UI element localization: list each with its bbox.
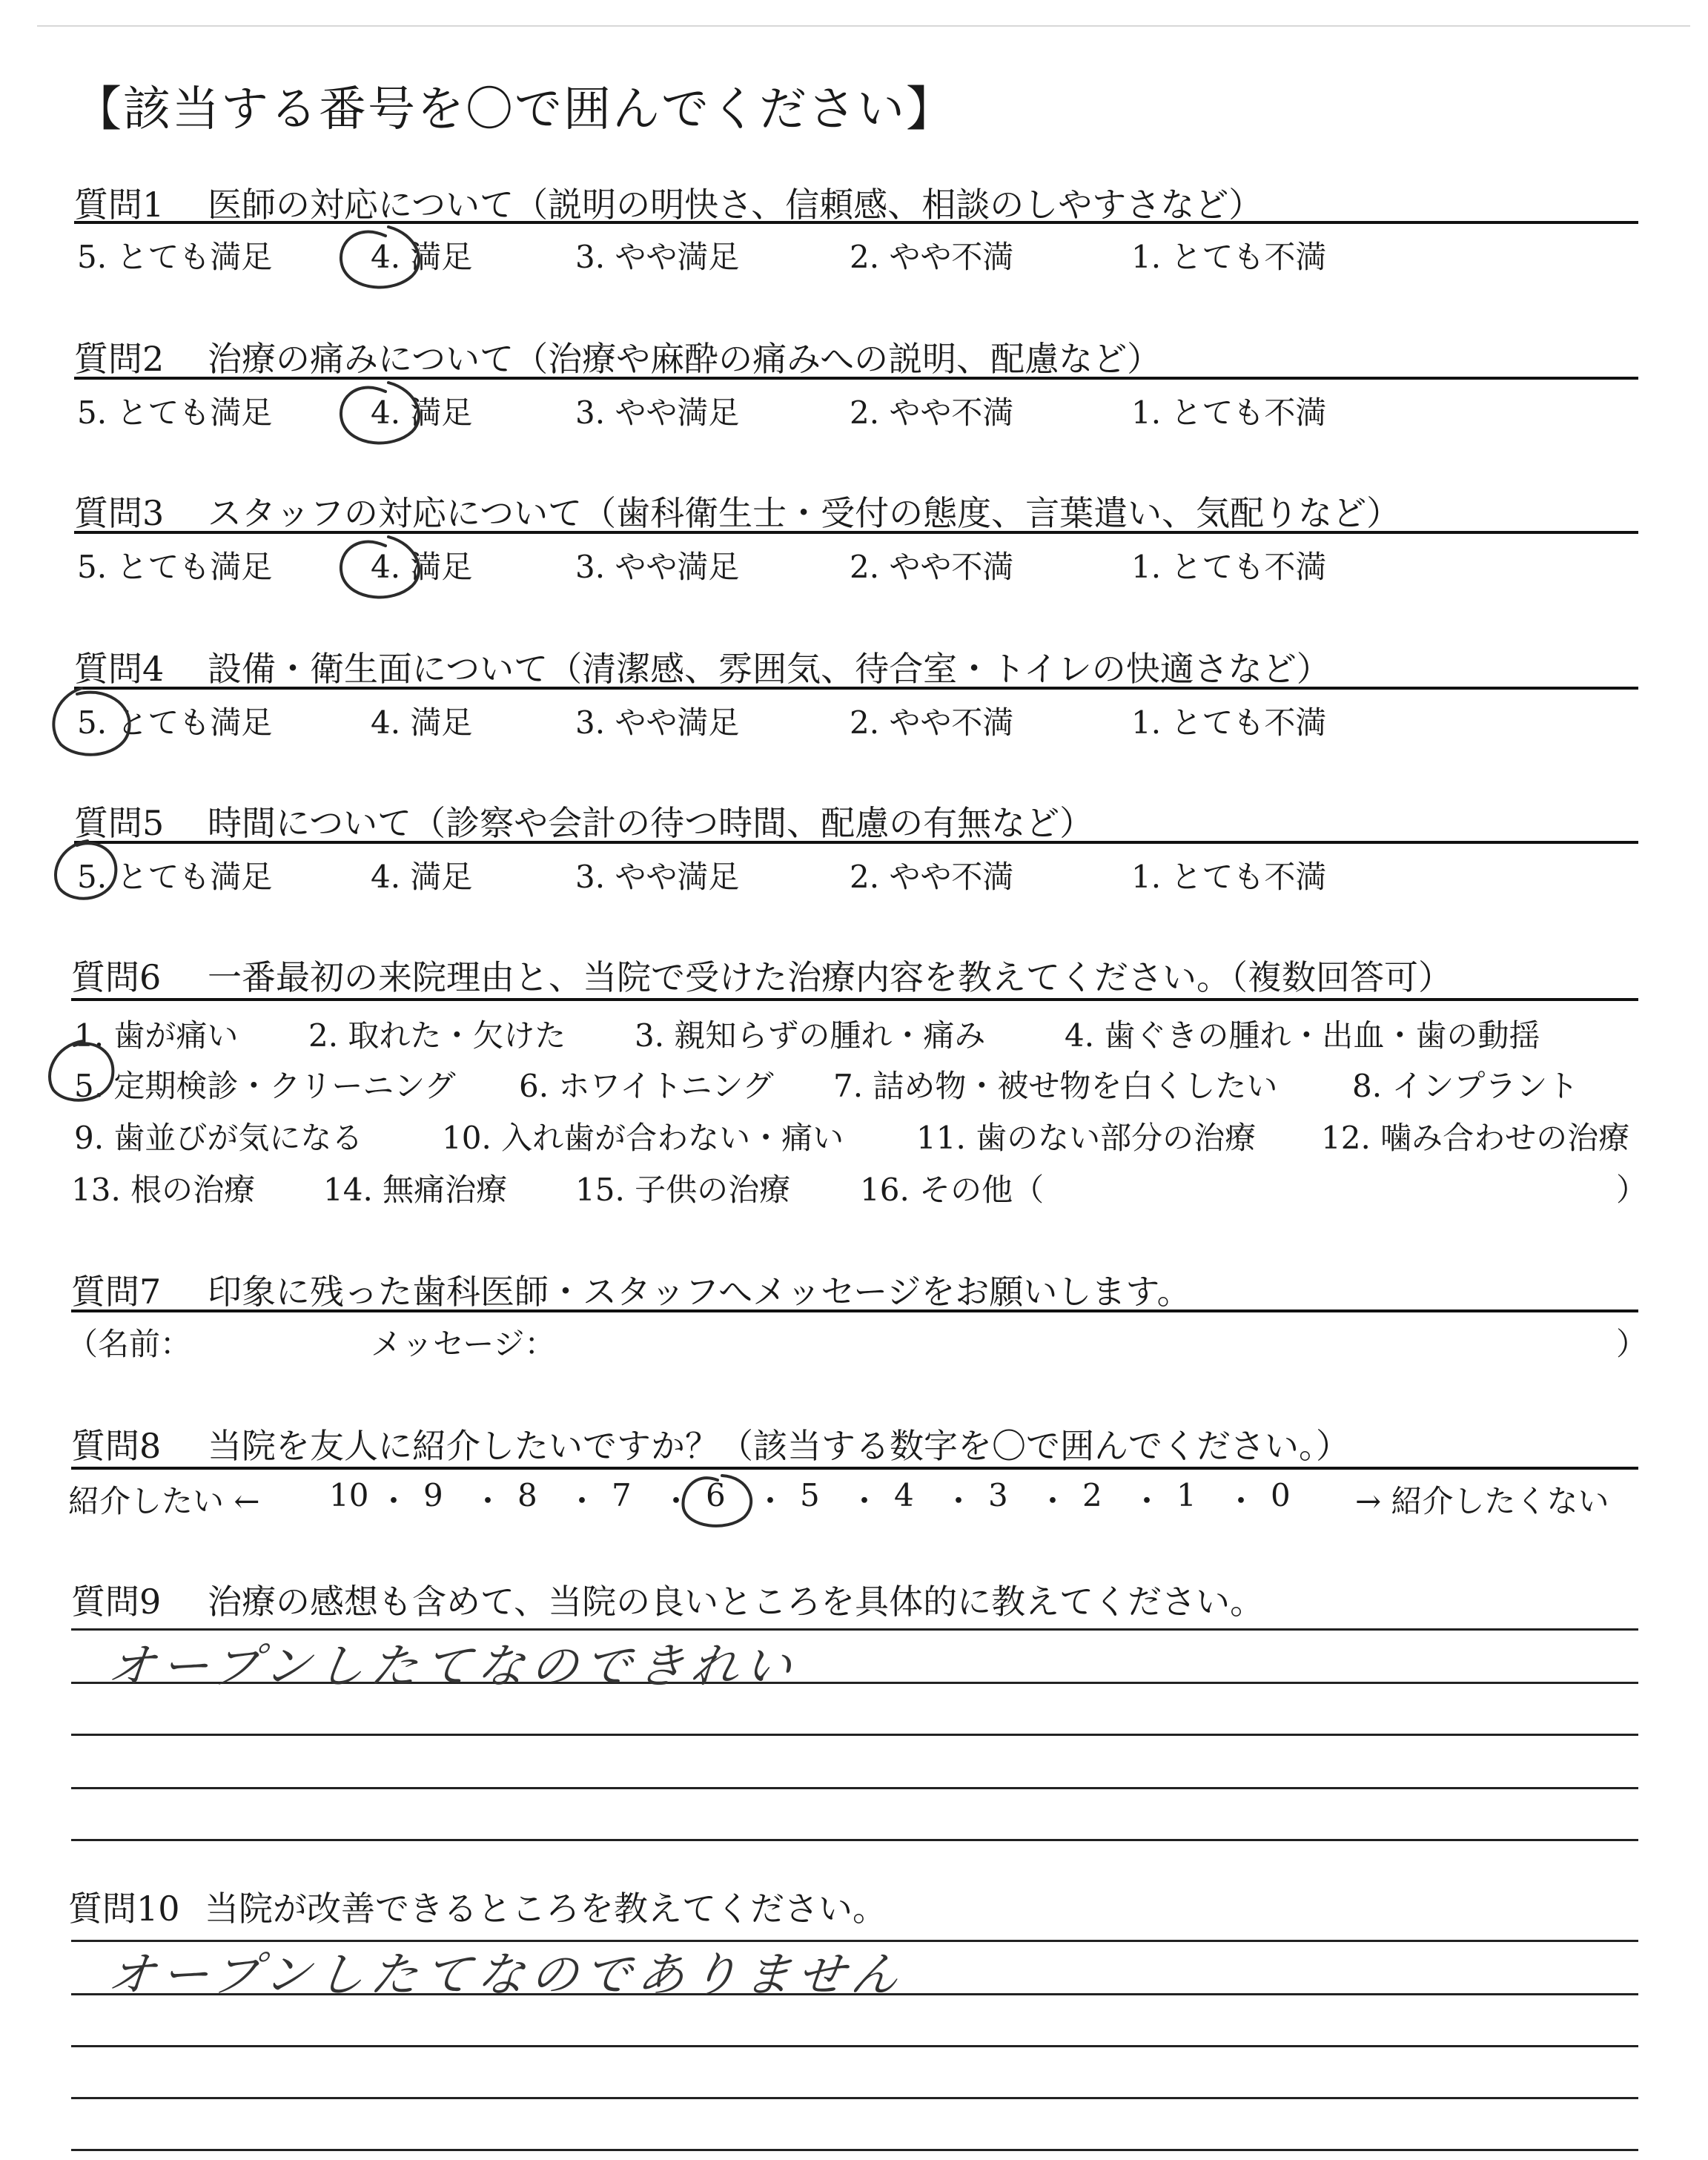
q4-option-3[interactable]: 3. やや満足 — [575, 704, 740, 741]
q8-scale-separator: ・ — [472, 1483, 504, 1519]
q8-scale-6[interactable]: 6 — [706, 1477, 726, 1513]
q4-option-2[interactable]: 2. やや不満 — [850, 704, 1014, 741]
instruction-heading: 【該当する番号を〇で囲んでください】 — [74, 82, 955, 137]
q6-option-5[interactable]: 5. 定期検診・クリーニング — [74, 1068, 456, 1104]
q9-line-5 — [71, 1839, 1638, 1841]
q8-scale-separator: ・ — [755, 1483, 787, 1519]
q6-option-14[interactable]: 14. 無痛治療 — [323, 1172, 508, 1208]
q6-option-4[interactable]: 4. 歯ぐきの腫れ・出血・歯の動揺 — [1065, 1017, 1540, 1054]
q3-option-5[interactable]: 5. とても満足 — [77, 549, 273, 585]
q4-option-4[interactable]: 4. 満足 — [371, 704, 473, 741]
q7-close-paren: ） — [1616, 1326, 1648, 1362]
q8-scale-separator: ・ — [378, 1483, 410, 1519]
q10-label: 質問10 — [68, 1889, 180, 1929]
q5-option-2[interactable]: 2. やや不満 — [850, 859, 1014, 895]
q9-label: 質問9 — [71, 1582, 162, 1622]
q2-label: 質問2 — [74, 339, 165, 379]
q5-label: 質問5 — [74, 803, 165, 843]
q2-option-1[interactable]: 1. とても不満 — [1131, 394, 1327, 431]
q8-left-label: 紹介したい ← — [68, 1483, 260, 1519]
q1-text: 医師の対応について（説明の明快さ、信頼感、相談のしやすさなど） — [208, 185, 1263, 225]
q2-option-4[interactable]: 4. 満足 — [371, 394, 473, 431]
q1-option-3[interactable]: 3. やや満足 — [575, 239, 740, 275]
q1-option-5[interactable]: 5. とても満足 — [77, 239, 273, 275]
q6-option-15[interactable]: 15. 子供の治療 — [575, 1172, 791, 1208]
q8-scale-3[interactable]: 3 — [988, 1477, 1008, 1513]
q7-message-field[interactable]: メッセージ： — [371, 1326, 556, 1362]
q1-option-1[interactable]: 1. とても不満 — [1131, 239, 1327, 275]
q8-scale-2[interactable]: 2 — [1082, 1477, 1102, 1513]
q2-text: 治療の痛みについて（治療や麻酔の痛みへの説明、配慮など） — [208, 339, 1162, 379]
q6-option-11[interactable]: 11. 歯のない部分の治療 — [916, 1120, 1257, 1156]
q6-option-13[interactable]: 13. 根の治療 — [71, 1172, 256, 1208]
q7-label: 質問7 — [71, 1272, 162, 1312]
q8-underline — [71, 1467, 1638, 1470]
q8-scale-7[interactable]: 7 — [612, 1477, 632, 1513]
q9-handwritten-answer[interactable]: オープンしたてなのできれい — [105, 1639, 801, 1694]
q1-label: 質問1 — [74, 185, 165, 225]
q3-option-3[interactable]: 3. やや満足 — [575, 549, 740, 585]
q6-option-10[interactable]: 10. 入れ歯が合わない・痛い — [442, 1120, 844, 1156]
q3-text: スタッフの対応について（歯科衛生士・受付の態度、言葉遣い、気配りなど） — [208, 493, 1401, 533]
q3-label: 質問3 — [74, 493, 165, 533]
q8-scale-separator: ・ — [943, 1483, 975, 1519]
q6-text: 一番最初の来院理由と、当院で受けた治療内容を教えてください。（複数回答可） — [208, 957, 1452, 997]
q9-line-3 — [71, 1734, 1638, 1736]
q8-scale-10[interactable]: 10 — [329, 1477, 369, 1513]
q6-option-6[interactable]: 6. ホワイトニング — [519, 1068, 774, 1104]
q3-option-4[interactable]: 4. 満足 — [371, 549, 473, 585]
q2-option-3[interactable]: 3. やや満足 — [575, 394, 740, 431]
q6-option-3[interactable]: 3. 親知らずの腫れ・痛み — [635, 1017, 986, 1054]
q6-option-9[interactable]: 9. 歯並びが気になる — [74, 1120, 363, 1156]
q6-option-8[interactable]: 8. インプラント — [1352, 1068, 1579, 1104]
q3-option-2[interactable]: 2. やや不満 — [850, 549, 1014, 585]
q5-option-3[interactable]: 3. やや満足 — [575, 859, 740, 895]
q3-underline — [74, 531, 1638, 534]
q5-option-5[interactable]: 5. とても満足 — [77, 859, 273, 895]
q6-other-close-paren: ） — [1616, 1172, 1648, 1208]
q8-scale-separator: ・ — [1037, 1483, 1069, 1519]
q10-line-3 — [71, 2045, 1638, 2047]
q4-option-5[interactable]: 5. とても満足 — [77, 704, 273, 741]
q1-option-4[interactable]: 4. 満足 — [371, 239, 473, 275]
q10-line-5 — [71, 2149, 1638, 2151]
q1-underline — [74, 221, 1638, 224]
q8-scale-0[interactable]: 0 — [1271, 1477, 1291, 1513]
q6-underline — [71, 998, 1638, 1001]
q6-label: 質問6 — [71, 957, 162, 997]
q9-text: 治療の感想も含めて、当院の良いところを具体的に教えてください。 — [208, 1582, 1265, 1622]
q6-option-1[interactable]: 1. 歯が痛い — [74, 1017, 239, 1054]
q7-text: 印象に残った歯科医師・スタッフへメッセージをお願いします。 — [208, 1272, 1191, 1312]
q6-option-16[interactable]: 16. その他（ — [860, 1172, 1045, 1208]
top-edge-line — [37, 25, 1690, 27]
q5-option-1[interactable]: 1. とても不満 — [1131, 859, 1327, 895]
q7-underline — [71, 1309, 1638, 1312]
q4-label: 質問4 — [74, 649, 165, 689]
q5-text: 時間について（診察や会計の待つ時間、配慮の有無など） — [208, 803, 1094, 843]
q2-option-2[interactable]: 2. やや不満 — [850, 394, 1014, 431]
q1-option-2[interactable]: 2. やや不満 — [850, 239, 1014, 275]
q8-right-label: → 紹介したくない — [1355, 1483, 1609, 1519]
q9-line-4 — [71, 1787, 1638, 1789]
q8-scale-separator: ・ — [1131, 1483, 1163, 1519]
q6-option-2[interactable]: 2. 取れた・欠けた — [308, 1017, 566, 1054]
q4-text: 設備・衛生面について（清潔感、雰囲気、待合室・トイレの快適さなど） — [208, 649, 1331, 689]
q6-option-7[interactable]: 7. 詰め物・被せ物を白くしたい — [833, 1068, 1278, 1104]
q8-scale-5[interactable]: 5 — [800, 1477, 820, 1513]
q8-label: 質問8 — [71, 1426, 162, 1466]
q7-name-field[interactable]: （名前： — [67, 1326, 192, 1362]
q2-underline — [74, 377, 1638, 380]
q8-scale-8[interactable]: 8 — [517, 1477, 537, 1513]
q8-scale-separator: ・ — [661, 1483, 692, 1519]
q5-underline — [74, 841, 1638, 844]
q5-option-4[interactable]: 4. 満足 — [371, 859, 473, 895]
q4-underline — [74, 687, 1638, 690]
q8-scale-separator: ・ — [1225, 1483, 1257, 1519]
q10-text: 当院が改善できるところを教えてください。 — [205, 1889, 887, 1929]
q8-scale-1[interactable]: 1 — [1176, 1477, 1196, 1513]
q8-scale-separator: ・ — [849, 1483, 881, 1519]
q8-scale-separator: ・ — [566, 1483, 598, 1519]
q2-option-5[interactable]: 5. とても満足 — [77, 394, 273, 431]
q3-option-1[interactable]: 1. とても不満 — [1131, 549, 1327, 585]
q8-text: 当院を友人に紹介したいですか？（該当する数字を〇で囲んでください。） — [208, 1426, 1350, 1466]
q8-scale-9[interactable]: 9 — [423, 1477, 443, 1513]
q4-option-1[interactable]: 1. とても不満 — [1131, 704, 1327, 741]
q10-line-4 — [71, 2097, 1638, 2099]
q10-handwritten-answer[interactable]: オープンしたてなのでありません — [105, 1948, 907, 2003]
q6-option-12[interactable]: 12. 噛み合わせの治療 — [1321, 1120, 1630, 1156]
q8-scale-4[interactable]: 4 — [894, 1477, 914, 1513]
